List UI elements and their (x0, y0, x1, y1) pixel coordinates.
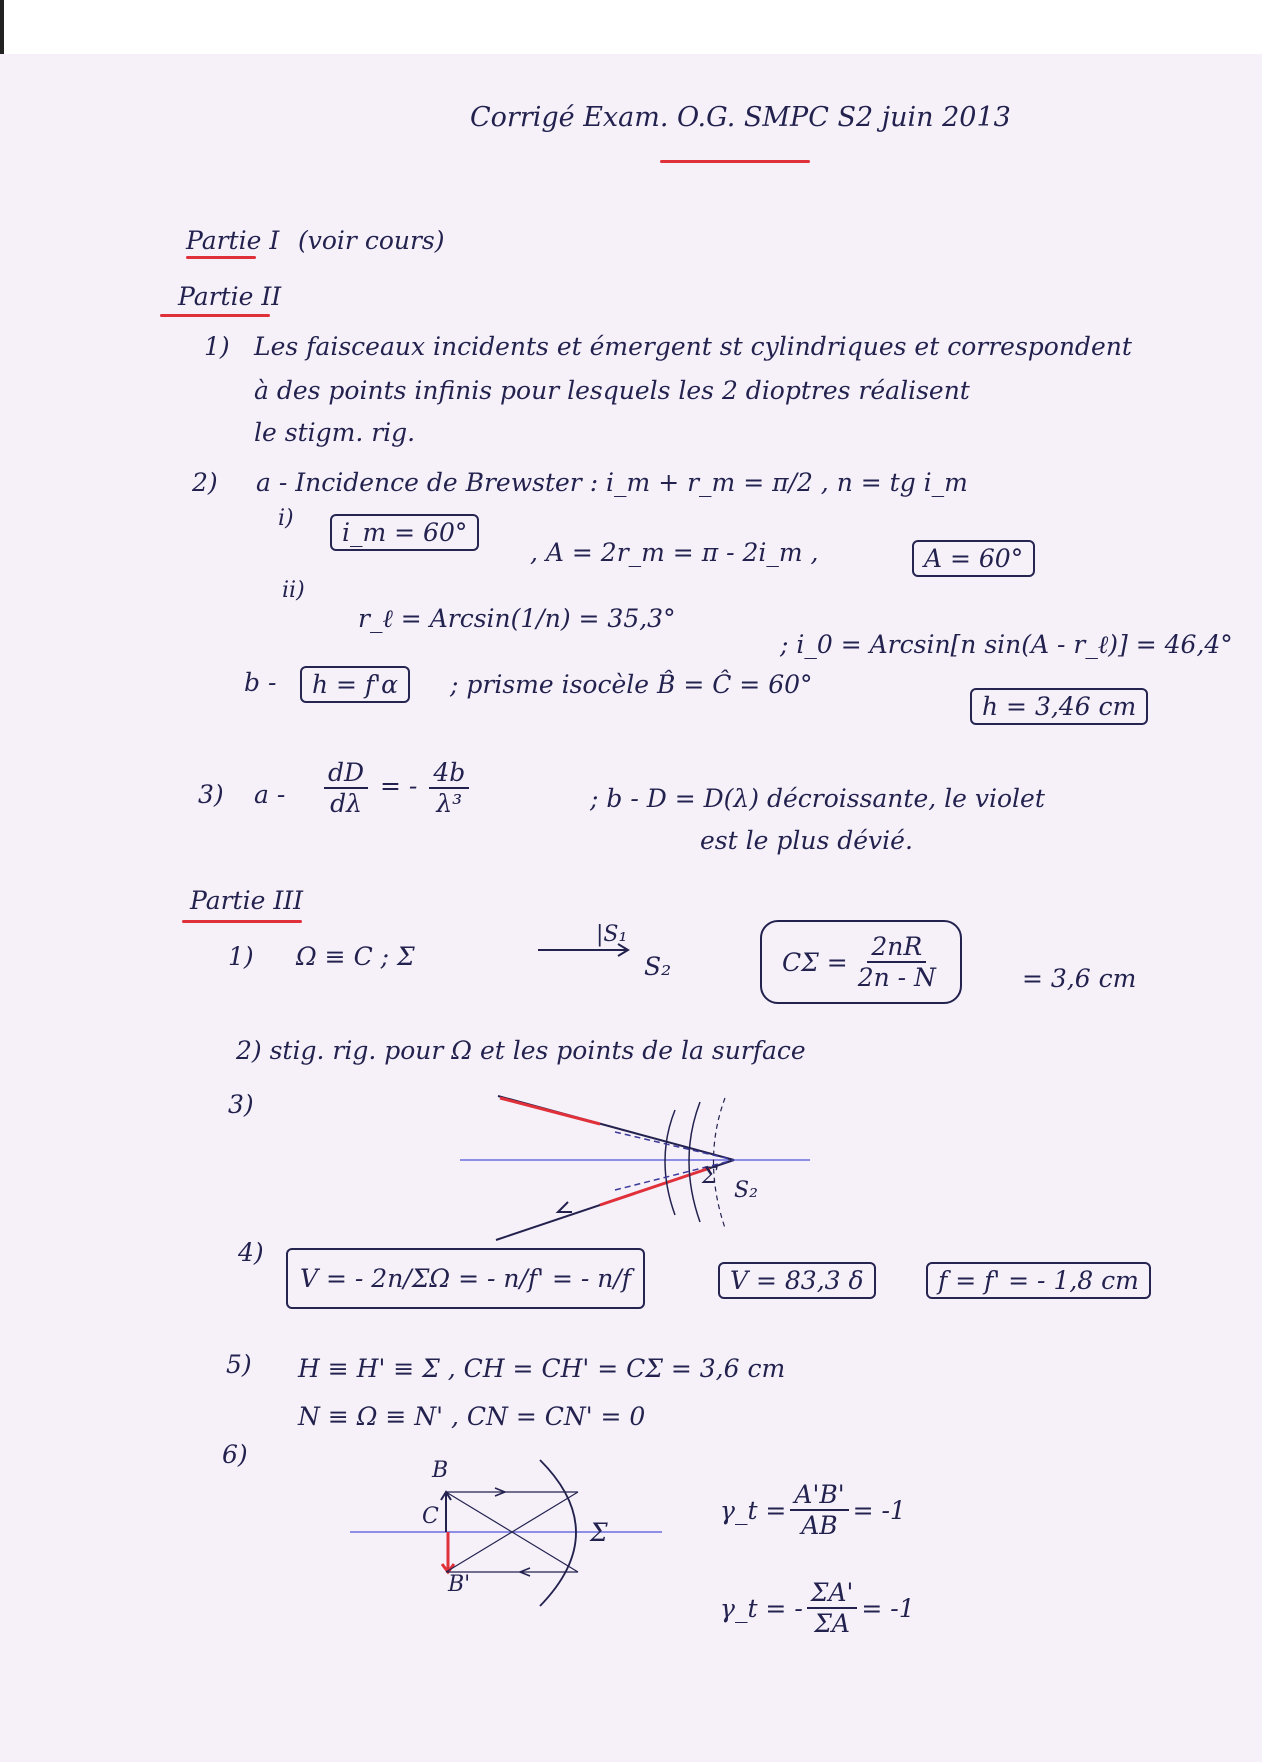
p2-q2b-box-h-value: h = 3,46 cm (970, 688, 1148, 725)
p2-q1-line-3: le stigm. rig. (254, 418, 416, 447)
p2-q3a-dD: dD (324, 760, 368, 789)
p2-q2b-label: b - (244, 668, 277, 697)
q6-mirror (540, 1460, 576, 1606)
p3-q1-s2: S₂ (644, 952, 672, 981)
q6-gamma-2-lhs: γ_t = - (720, 1593, 803, 1623)
p3-q4-vergence-expression: V = - 2n/ΣΩ = - n/f' = - n/f (286, 1248, 645, 1309)
q6-label-b-prime: B' (448, 1572, 471, 1597)
p2-q2-box-im: i_m = 60° (330, 514, 479, 551)
p3-q3-sigma-label: Σ (702, 1164, 718, 1189)
p2-q3a-lambda3: λ³ (436, 789, 463, 818)
p3-q1-value: = 3,6 cm (1022, 964, 1137, 993)
partie-1-note: (voir cours) (298, 226, 445, 255)
q6-gamma-1-rhs: = -1 (852, 1495, 906, 1525)
q6-gamma-2-rhs: = -1 (861, 1593, 915, 1623)
p2-q3-number: 3) (198, 780, 224, 809)
p3-q1-number: 1) (228, 942, 254, 971)
p2-q2-equation-A: , A = 2r_m = π - 2i_m , (530, 538, 819, 567)
p3-q4-box-f: f = f' = - 1,8 cm (926, 1262, 1151, 1299)
partie-2-heading: Partie II (178, 282, 282, 311)
p2-q1-number: 1) (204, 332, 230, 361)
p3-q1-arrow-label: |S₁ (596, 922, 628, 947)
scan-top-margin (0, 0, 1280, 54)
q6-gamma-1-den: AB (801, 1511, 838, 1540)
dashed-ray-1 (615, 1132, 734, 1160)
p2-q2a-brewster: a - Incidence de Brewster : i_m + r_m = π/2 , n = tg i_m (256, 468, 968, 497)
p3-q1-arrow (538, 940, 638, 960)
p3-q3-number: 3) (228, 1090, 254, 1119)
p3-q4-number: 4) (238, 1238, 264, 1267)
p3-q6-image-diagram (350, 1480, 670, 1610)
p3-q1-box-cs (760, 920, 962, 1004)
p2-q3a-derivative (320, 760, 473, 816)
q6-label-c: C (422, 1504, 439, 1529)
p2-q2-box-A: A = 60° (912, 540, 1035, 577)
q6-label-sigma: Σ (590, 1518, 608, 1547)
p3-q3-ray-diagram (440, 1090, 820, 1260)
p3-q3-s2-label: S₂ (734, 1178, 758, 1203)
scan-edge-line (0, 0, 4, 54)
scan-right-margin (1262, 54, 1280, 1762)
partie-2-underline (160, 314, 270, 317)
q6-gamma-2-num: ΣA' (807, 1580, 858, 1609)
partie-1-underline (186, 256, 256, 259)
partie-3-underline (182, 920, 302, 923)
p2-q3a-dlambda: dλ (330, 789, 362, 818)
p3-q1-omega-c: Ω ≡ C ; Σ (296, 942, 415, 971)
p3-q5-line-1: H ≡ H' ≡ Σ , CH = CH' = CΣ = 3,6 cm (298, 1354, 786, 1383)
partie-1-heading: Partie I (186, 226, 280, 255)
p2-q3a-equals: = - (380, 771, 418, 801)
ray-arrow (558, 1202, 572, 1212)
p2-q2-i0: ; i_0 = Arcsin[n sin(A - r_ℓ)] = 46,4° (780, 630, 1233, 659)
p3-q6-number: 6) (222, 1440, 248, 1469)
q6-gamma-t-2 (720, 1580, 915, 1636)
p2-q2b-box-h: h = f'α (300, 666, 410, 703)
q6-gamma-1-num: A'B' (790, 1482, 848, 1511)
p2-q1-line-1: Les faisceaux incidents et émergent st cylindriques et correspondent (254, 332, 1132, 361)
p3-q5-number: 5) (226, 1350, 252, 1379)
p3-q1-box-denominator: 2n - N (857, 963, 936, 992)
p2-q3b-line-2: est le plus dévié. (700, 826, 913, 855)
page-title: Corrigé Exam. O.G. SMPC S2 juin 2013 (470, 102, 1011, 133)
partie-3-heading: Partie III (190, 886, 303, 915)
title-underline (660, 160, 810, 163)
p2-q2-r-limit: r_ℓ = Arcsin(1/n) = 35,3° (358, 604, 676, 633)
q6-label-b: B (432, 1458, 449, 1483)
p3-q1-box-numerator: 2nR (867, 934, 926, 963)
p3-q2-stigmatism: 2) stig. rig. pour Ω et les points de la surface (236, 1036, 806, 1065)
p3-q1-box-left: CΣ = (782, 947, 848, 977)
p2-q3a-4b: 4b (429, 760, 469, 789)
p2-q1-line-2: à des points infinis pour lesquels les 2 dioptres réalisent (254, 376, 970, 405)
red-incident-segment (500, 1098, 600, 1124)
p3-q5-line-2: N ≡ Ω ≡ N' , CN = CN' = 0 (298, 1402, 646, 1431)
dioptre-surface-1 (665, 1110, 675, 1215)
q6-gamma-2-den: ΣA (814, 1609, 850, 1638)
q6-gamma-1-lhs: γ_t = (720, 1495, 787, 1525)
p2-q2-roman-i: i) (278, 506, 294, 531)
p2-q3b-line-1: ; b - D = D(λ) décroissante, le violet (590, 784, 1045, 813)
dioptre-surface-2 (689, 1102, 700, 1222)
p2-q2-roman-ii: ii) (282, 578, 305, 603)
p3-q4-box-v: V = 83,3 δ (718, 1262, 876, 1299)
p2-q2b-isocele: ; prisme isocèle B̂ = Ĉ = 60° (450, 670, 813, 699)
p2-q3a-label: a - (254, 780, 286, 809)
p2-q2-number: 2) (192, 468, 218, 497)
q6-gamma-t-1 (720, 1482, 906, 1538)
